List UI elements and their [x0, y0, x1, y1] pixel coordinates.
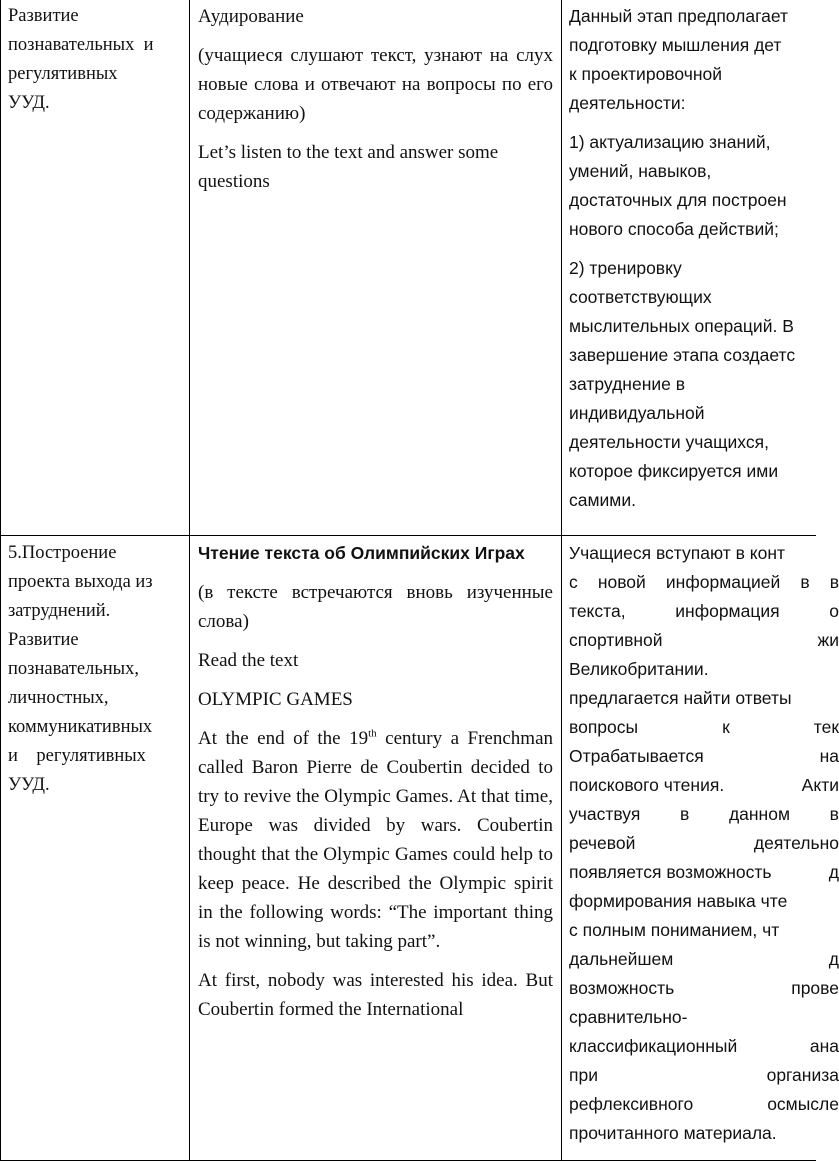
- reading-note: (в тексте встречаются вновь изученные слова): [198, 582, 553, 632]
- desc-line: [569, 626, 839, 655]
- desc-line: [569, 713, 839, 742]
- desc-word: деятельно: [753, 833, 839, 853]
- desc-line: [569, 945, 839, 974]
- desc-line: [569, 597, 839, 626]
- desc-line: [569, 568, 839, 597]
- column-divider-2: [561, 0, 562, 1160]
- desc-line: Данный этап предполагает: [569, 6, 788, 26]
- row2-stage-line: личностных,: [8, 688, 109, 708]
- activity-instruction: Let’s listen to the text and answer some questions: [198, 142, 499, 192]
- row1-stage-line: регулятивных: [8, 64, 118, 84]
- row2-stage-line: коммуникативных: [8, 717, 153, 737]
- desc-line: индивидуальной: [569, 403, 705, 423]
- desc-line: которое фиксируется ими: [569, 461, 779, 481]
- row2-stage-line: проекта выхода из: [8, 572, 153, 592]
- desc-line: [569, 1061, 839, 1090]
- desc-word: жи: [817, 630, 839, 650]
- row1-stage-cell: [8, 2, 183, 118]
- desc-word: к: [722, 717, 730, 737]
- reading-instruction: Read the text: [198, 650, 299, 671]
- desc-line: деятельности учащихся,: [569, 432, 769, 452]
- desc-line: затруднение в: [569, 374, 686, 394]
- desc-word: осмысле: [767, 1094, 839, 1114]
- column-divider-1: [189, 0, 190, 1160]
- desc-word: участвуя: [569, 804, 641, 824]
- desc-word: поискового чтения.: [569, 775, 725, 795]
- desc-word: рефлексивного: [569, 1094, 694, 1114]
- desc-word: в: [679, 804, 690, 824]
- text-paragraph-2: At first, nobody was interested his idea. But Coubertin formed the International: [198, 970, 553, 1020]
- desc-word: Акти: [801, 775, 839, 795]
- row2-stage-line: 5.Построение: [8, 543, 117, 563]
- desc-line: [569, 829, 839, 858]
- row1-stage-line: познавательных и: [8, 35, 154, 55]
- activity-note: (учащиеся слушают текст, узнают на слух новые слова и отвечают на вопросы по его содержанию): [198, 45, 553, 124]
- desc-word: текста,: [569, 601, 626, 621]
- desc-line: сравнительно-: [569, 1007, 688, 1027]
- desc-word: спортивной: [569, 630, 663, 650]
- reading-title: Чтение текста об Олимпийских Играх: [198, 543, 525, 563]
- desc-word: прове: [791, 978, 839, 998]
- desc-line: [569, 1090, 839, 1119]
- desc-word: в: [829, 804, 839, 824]
- row1-stage-line: УУД.: [8, 93, 50, 113]
- row-divider: [0, 535, 816, 536]
- row2-stage-line: затруднений.: [8, 601, 111, 621]
- desc-line: прочитанного материала.: [569, 1123, 777, 1143]
- row2-stage-line: познавательных,: [8, 659, 139, 679]
- row2-stage-cell: [8, 539, 183, 800]
- text-paragraph-1: [198, 724, 553, 956]
- desc-line: соответствующих: [569, 287, 712, 307]
- desc-word: на: [819, 746, 839, 766]
- text-paragraph-1-start: At the end of the 19: [198, 728, 369, 749]
- desc-word: данном: [728, 804, 790, 824]
- desc-word: в: [829, 572, 839, 592]
- desc-word: о: [829, 601, 839, 621]
- desc-line: умений, навыков,: [569, 161, 712, 181]
- desc-line: 1) актуализацию знаний,: [569, 132, 771, 152]
- desc-word: д: [828, 949, 839, 969]
- desc-line: [569, 974, 839, 1003]
- activity-title: Аудирование: [198, 6, 304, 27]
- desc-line: подготовку мышления дет: [569, 35, 782, 55]
- row2-stage-line: УУД.: [8, 775, 50, 795]
- desc-line: [569, 800, 839, 829]
- desc-word: информация: [675, 601, 780, 621]
- table-border-left: [0, 0, 1, 1160]
- desc-line: нового способа действий;: [569, 219, 779, 239]
- row2-description-cell: [569, 539, 839, 1148]
- desc-line: мыслительных операций. В: [569, 316, 794, 336]
- desc-line: предлагается найти ответы: [569, 688, 792, 708]
- desc-word: организа: [766, 1065, 839, 1085]
- desc-word: речевой: [569, 833, 636, 853]
- ordinal-suffix: th: [368, 727, 377, 740]
- desc-line: самими.: [569, 490, 636, 510]
- desc-line: Учащиеся вступают в конт: [569, 543, 786, 563]
- desc-word: Отрабатывается: [569, 746, 704, 766]
- desc-word: возможность: [569, 978, 675, 998]
- desc-line: 2) тренировку: [569, 258, 682, 278]
- desc-line: деятельности:: [569, 93, 686, 113]
- desc-word: новой: [597, 572, 646, 592]
- desc-line: Великобритании.: [569, 659, 709, 679]
- row2-stage-line: Развитие: [8, 630, 79, 650]
- desc-word: вопросы: [569, 717, 639, 737]
- desc-word: информацией: [665, 572, 781, 592]
- row2-activity-cell: [198, 539, 553, 1024]
- desc-line: [569, 1032, 839, 1061]
- desc-line: к проектировочной: [569, 64, 723, 84]
- row1-stage-line: Развитие: [8, 6, 79, 26]
- desc-word: классификационный: [569, 1036, 738, 1056]
- row1-description-cell: [569, 2, 816, 515]
- desc-word: ана: [809, 1036, 839, 1056]
- row2-stage-line: и регулятивных: [8, 746, 146, 766]
- table-border-bottom: [0, 1160, 816, 1161]
- row1-activity-cell: [198, 2, 553, 196]
- desc-word: появляется возможность: [569, 862, 772, 882]
- desc-line: [569, 742, 839, 771]
- desc-word: тек: [813, 717, 839, 737]
- desc-word: дальнейшем: [569, 949, 674, 969]
- text-heading: OLYMPIC GAMES: [198, 689, 353, 710]
- desc-word: с: [569, 572, 578, 592]
- desc-line: [569, 771, 839, 800]
- desc-word: при: [569, 1065, 598, 1085]
- desc-line: [569, 858, 839, 887]
- desc-line: достаточных для построен: [569, 190, 787, 210]
- desc-line: формирования навыка чте: [569, 891, 788, 911]
- desc-word: д: [828, 862, 839, 882]
- desc-line: завершение этапа создаетс: [569, 345, 796, 365]
- text-paragraph-1-rest: century a Frenchman called Baron Pierre de Coubertin decided to try to revive the Olympic Games. At that time, Europe was divided by wars. Coubertin thought that the Olympic Games could help to keep peace. He described the Olympic spirit in the following words: “The important thing is not winning, but taking part”.: [198, 728, 553, 952]
- desc-line: с полным пониманием, чт: [569, 920, 780, 940]
- desc-word: в: [800, 572, 810, 592]
